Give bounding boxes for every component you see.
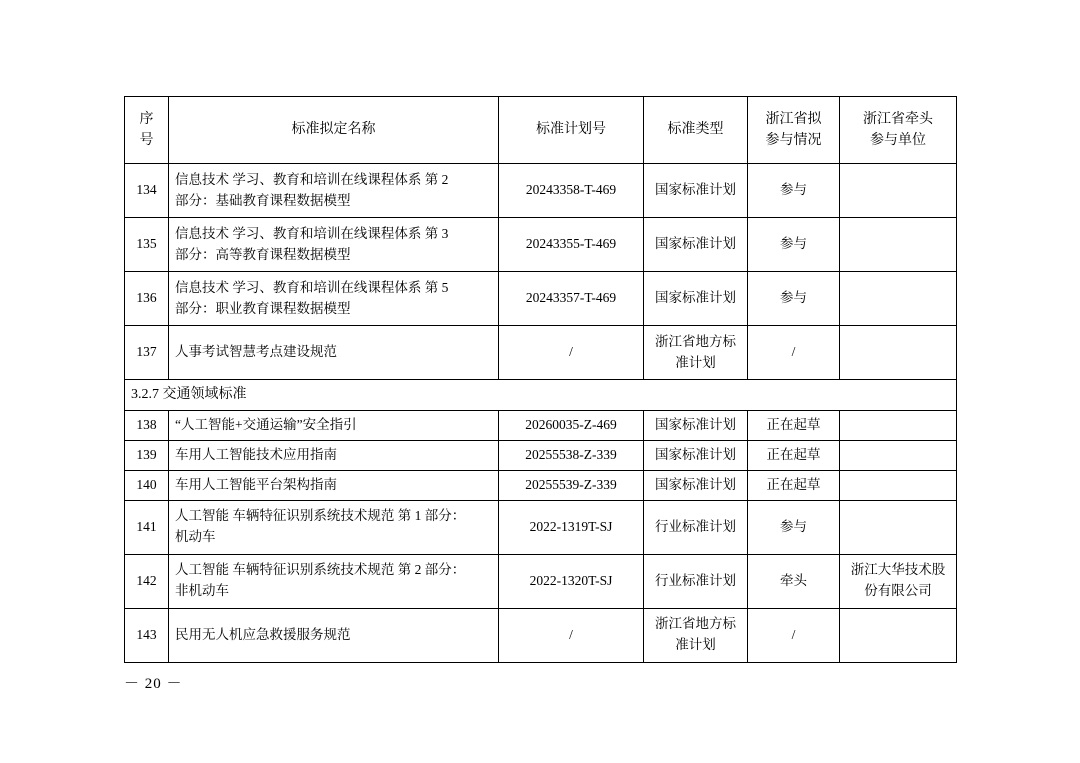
cell-plan-no: / <box>499 326 644 380</box>
cell-participation: 参与 <box>748 500 840 554</box>
cell-name-line1: 信息技术 学习、教育和培训在线课程体系 第 2 <box>175 171 449 187</box>
cell-unit <box>840 326 957 380</box>
cell-seq: 136 <box>125 272 169 326</box>
standards-table <box>124 96 957 663</box>
cell-unit <box>840 440 957 470</box>
cell-type: 国家标准计划 <box>644 218 748 272</box>
column-header-type: 标准类型 <box>644 97 748 164</box>
cell-name: “人工智能+交通运输”安全指引 <box>169 410 499 440</box>
page-number: － 20 － <box>124 676 183 692</box>
cell-seq: 134 <box>125 164 169 218</box>
table-body <box>125 164 957 663</box>
cell-name: 车用人工智能技术应用指南 <box>169 440 499 470</box>
cell-participation: 正在起草 <box>748 470 840 500</box>
table-row <box>125 470 957 500</box>
cell-name: 人事考试智慧考点建设规范 <box>169 326 499 380</box>
cell-name: 民用无人机应急救援服务规范 <box>169 608 499 662</box>
table-row <box>125 440 957 470</box>
section-heading: 3.2.7 交通领域标准 <box>125 380 957 411</box>
table-row <box>125 272 957 326</box>
cell-type: 国家标准计划 <box>644 272 748 326</box>
column-header-participation-line2: 参与情况 <box>765 133 822 148</box>
cell-plan-no: 20243355-T-469 <box>499 218 644 272</box>
cell-unit <box>840 410 957 440</box>
cell-unit-line2: 份有限公司 <box>864 583 932 599</box>
section-heading-row <box>125 380 957 411</box>
cell-name-line1: 信息技术 学习、教育和培训在线课程体系 第 3 <box>175 225 449 241</box>
cell-name <box>169 272 499 326</box>
cell-type: 行业标准计划 <box>644 500 748 554</box>
cell-type <box>644 326 748 380</box>
cell-participation: 正在起草 <box>748 440 840 470</box>
column-header-unit-line2: 参与单位 <box>870 133 926 148</box>
cell-type-line1: 浙江省地方标 <box>655 333 736 349</box>
cell-plan-no: / <box>499 608 644 662</box>
cell-name-line1: 人工智能 车辆特征识别系统技术规范 第 2 部分： <box>175 562 466 578</box>
cell-name <box>169 218 499 272</box>
standards-table-container <box>124 96 956 663</box>
cell-participation: 参与 <box>748 218 840 272</box>
cell-participation: / <box>748 608 840 662</box>
cell-name-line2: 部分：基础教育课程数据模型 <box>175 192 351 208</box>
cell-participation: 牵头 <box>748 554 840 608</box>
cell-unit <box>840 554 957 608</box>
table-row <box>125 554 957 608</box>
cell-type-line2: 准计划 <box>675 637 716 653</box>
cell-type <box>644 608 748 662</box>
cell-seq: 139 <box>125 440 169 470</box>
column-header-unit <box>840 97 957 164</box>
column-header-participation <box>748 97 840 164</box>
cell-name-line2: 机动车 <box>175 529 216 545</box>
table-row <box>125 608 957 662</box>
cell-name <box>169 164 499 218</box>
cell-type: 国家标准计划 <box>644 164 748 218</box>
cell-seq: 137 <box>125 326 169 380</box>
cell-participation: 参与 <box>748 164 840 218</box>
column-header-seq-line2: 号 <box>139 133 154 148</box>
cell-name-line2: 部分：职业教育课程数据模型 <box>175 300 351 316</box>
cell-plan-no: 20243358-T-469 <box>499 164 644 218</box>
column-header-participation-line1: 浙江省拟 <box>765 112 822 127</box>
table-header-row <box>125 97 957 164</box>
cell-plan-no: 20255539-Z-339 <box>499 470 644 500</box>
cell-seq: 141 <box>125 500 169 554</box>
cell-seq: 142 <box>125 554 169 608</box>
cell-name-line2: 非机动车 <box>175 583 229 599</box>
cell-seq: 143 <box>125 608 169 662</box>
cell-seq: 135 <box>125 218 169 272</box>
cell-unit <box>840 164 957 218</box>
table-row <box>125 500 957 554</box>
cell-unit <box>840 272 957 326</box>
cell-name <box>169 554 499 608</box>
cell-type: 行业标准计划 <box>644 554 748 608</box>
cell-unit <box>840 470 957 500</box>
cell-plan-no: 2022-1319T-SJ <box>499 500 644 554</box>
cell-name-line2: 部分：高等教育课程数据模型 <box>175 246 351 262</box>
cell-participation: 参与 <box>748 272 840 326</box>
table-row <box>125 164 957 218</box>
table-header <box>125 97 957 164</box>
cell-seq: 138 <box>125 410 169 440</box>
cell-name-line1: 人工智能 车辆特征识别系统技术规范 第 1 部分： <box>175 508 466 524</box>
cell-unit <box>840 218 957 272</box>
column-header-seq <box>125 97 169 164</box>
cell-type: 国家标准计划 <box>644 410 748 440</box>
cell-plan-no: 20243357-T-469 <box>499 272 644 326</box>
table-row <box>125 326 957 380</box>
cell-unit-line1: 浙江大华技术股 <box>850 562 946 578</box>
cell-unit <box>840 500 957 554</box>
column-header-seq-line1: 序 <box>139 112 154 127</box>
cell-participation: / <box>748 326 840 380</box>
cell-type-line1: 浙江省地方标 <box>655 616 736 632</box>
cell-type: 国家标准计划 <box>644 470 748 500</box>
cell-name <box>169 500 499 554</box>
column-header-name: 标准拟定名称 <box>169 97 499 164</box>
cell-type: 国家标准计划 <box>644 440 748 470</box>
cell-name: 车用人工智能平台架构指南 <box>169 470 499 500</box>
cell-participation: 正在起草 <box>748 410 840 440</box>
cell-name-line1: 信息技术 学习、教育和培训在线课程体系 第 5 <box>175 279 449 295</box>
cell-unit <box>840 608 957 662</box>
cell-plan-no: 20260035-Z-469 <box>499 410 644 440</box>
cell-seq: 140 <box>125 470 169 500</box>
table-row <box>125 410 957 440</box>
cell-type-line2: 准计划 <box>675 354 716 370</box>
cell-plan-no: 20255538-Z-339 <box>499 440 644 470</box>
column-header-unit-line1: 浙江省牵头 <box>863 112 933 127</box>
column-header-plan-no: 标准计划号 <box>499 97 644 164</box>
cell-plan-no: 2022-1320T-SJ <box>499 554 644 608</box>
table-row <box>125 218 957 272</box>
